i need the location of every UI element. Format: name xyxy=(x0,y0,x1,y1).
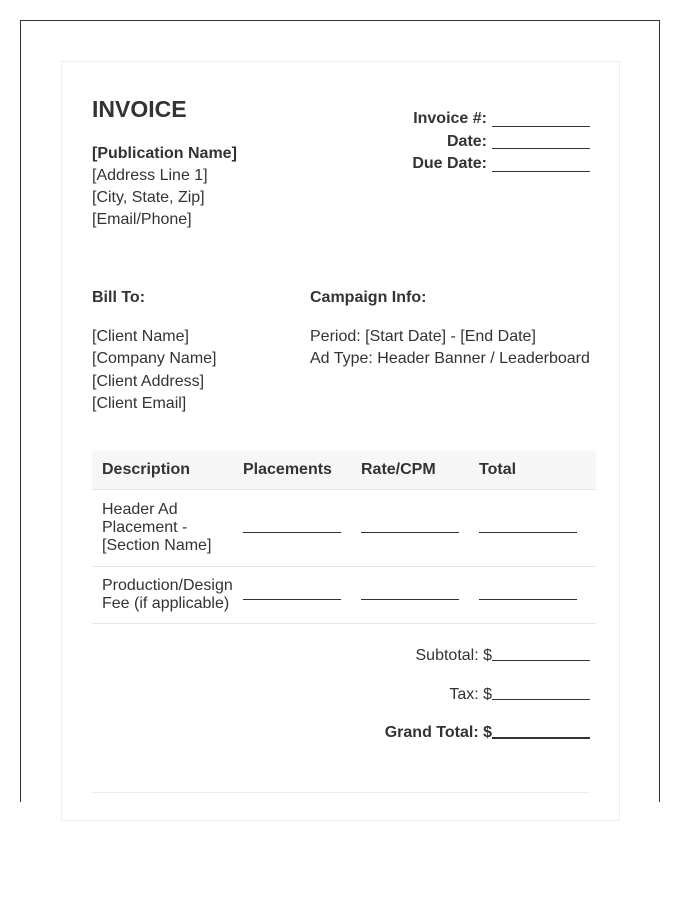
invoice-number-blank xyxy=(492,112,590,127)
total-cell xyxy=(479,591,596,600)
table-header xyxy=(92,451,596,490)
rate-blank xyxy=(361,524,459,533)
client-name: [Client Name] xyxy=(92,328,189,345)
description-line: Placement - xyxy=(102,519,188,536)
table-row xyxy=(92,490,596,567)
row-description xyxy=(92,501,243,555)
client-email: [Client Email] xyxy=(92,394,187,412)
bill-to-block xyxy=(92,326,217,415)
publication-contact: [Email/Phone] xyxy=(92,211,192,228)
bill-to-heading: Bill To: xyxy=(92,289,146,306)
header-rate-cpm: Rate/CPM xyxy=(361,461,436,478)
subtotal-row xyxy=(340,643,590,665)
due-date-label: Due Date: xyxy=(412,155,487,172)
publication-block xyxy=(92,143,237,231)
due-date-row xyxy=(360,153,590,176)
grand-total-label: Grand Total: $ xyxy=(384,724,492,741)
tax-blank xyxy=(492,685,590,700)
company-name: [Company Name] xyxy=(92,350,217,368)
campaign-ad-type: Ad Type: Header Banner / Leaderboard xyxy=(310,350,590,368)
tax-label: Tax: $ xyxy=(449,686,492,703)
publication-city-state-zip: [City, State, Zip] xyxy=(92,189,205,206)
invoice-number-label: Invoice #: xyxy=(413,110,487,127)
header-description: Description xyxy=(102,461,191,478)
header-total: Total xyxy=(479,461,517,478)
subtotal-blank xyxy=(492,646,590,661)
description-line: Header Ad xyxy=(102,501,178,518)
campaign-info-block xyxy=(310,326,590,371)
placements-blank xyxy=(243,591,341,600)
rate-blank xyxy=(361,591,459,600)
rate-cell xyxy=(361,591,479,600)
description-line: [Section Name] xyxy=(102,537,212,554)
description-line: Fee (if applicable) xyxy=(102,595,230,612)
publication-name: [Publication Name] xyxy=(92,145,237,162)
footer-divider xyxy=(92,792,590,793)
table-row xyxy=(92,567,596,624)
description-line: Production/Design xyxy=(102,577,233,594)
totals-block xyxy=(340,643,590,742)
due-date-blank xyxy=(492,157,590,172)
grand-total-row xyxy=(340,720,590,742)
total-blank xyxy=(479,524,577,533)
header-placements: Placements xyxy=(243,461,332,478)
placements-blank xyxy=(243,524,341,533)
publication-address: [Address Line 1] xyxy=(92,167,208,184)
campaign-info-heading: Campaign Info: xyxy=(310,289,427,306)
date-blank xyxy=(492,134,590,149)
rate-cell xyxy=(361,524,479,533)
client-address: [Client Address] xyxy=(92,372,205,390)
date-label: Date: xyxy=(446,132,487,150)
date-row xyxy=(360,131,590,154)
row-description xyxy=(92,577,243,613)
invoice-number-row xyxy=(360,108,590,131)
campaign-period: Period: [Start Date] - [End Date] xyxy=(310,328,536,345)
placements-cell xyxy=(243,524,361,533)
invoice-meta xyxy=(360,108,590,176)
invoice-title: INVOICE xyxy=(92,96,187,122)
placements-cell xyxy=(243,591,361,600)
grand-total-blank xyxy=(492,723,590,739)
line-items-table xyxy=(92,451,596,624)
total-cell xyxy=(479,524,596,533)
subtotal-label: Subtotal: $ xyxy=(415,647,492,664)
total-blank xyxy=(479,591,577,600)
tax-row xyxy=(340,682,590,704)
